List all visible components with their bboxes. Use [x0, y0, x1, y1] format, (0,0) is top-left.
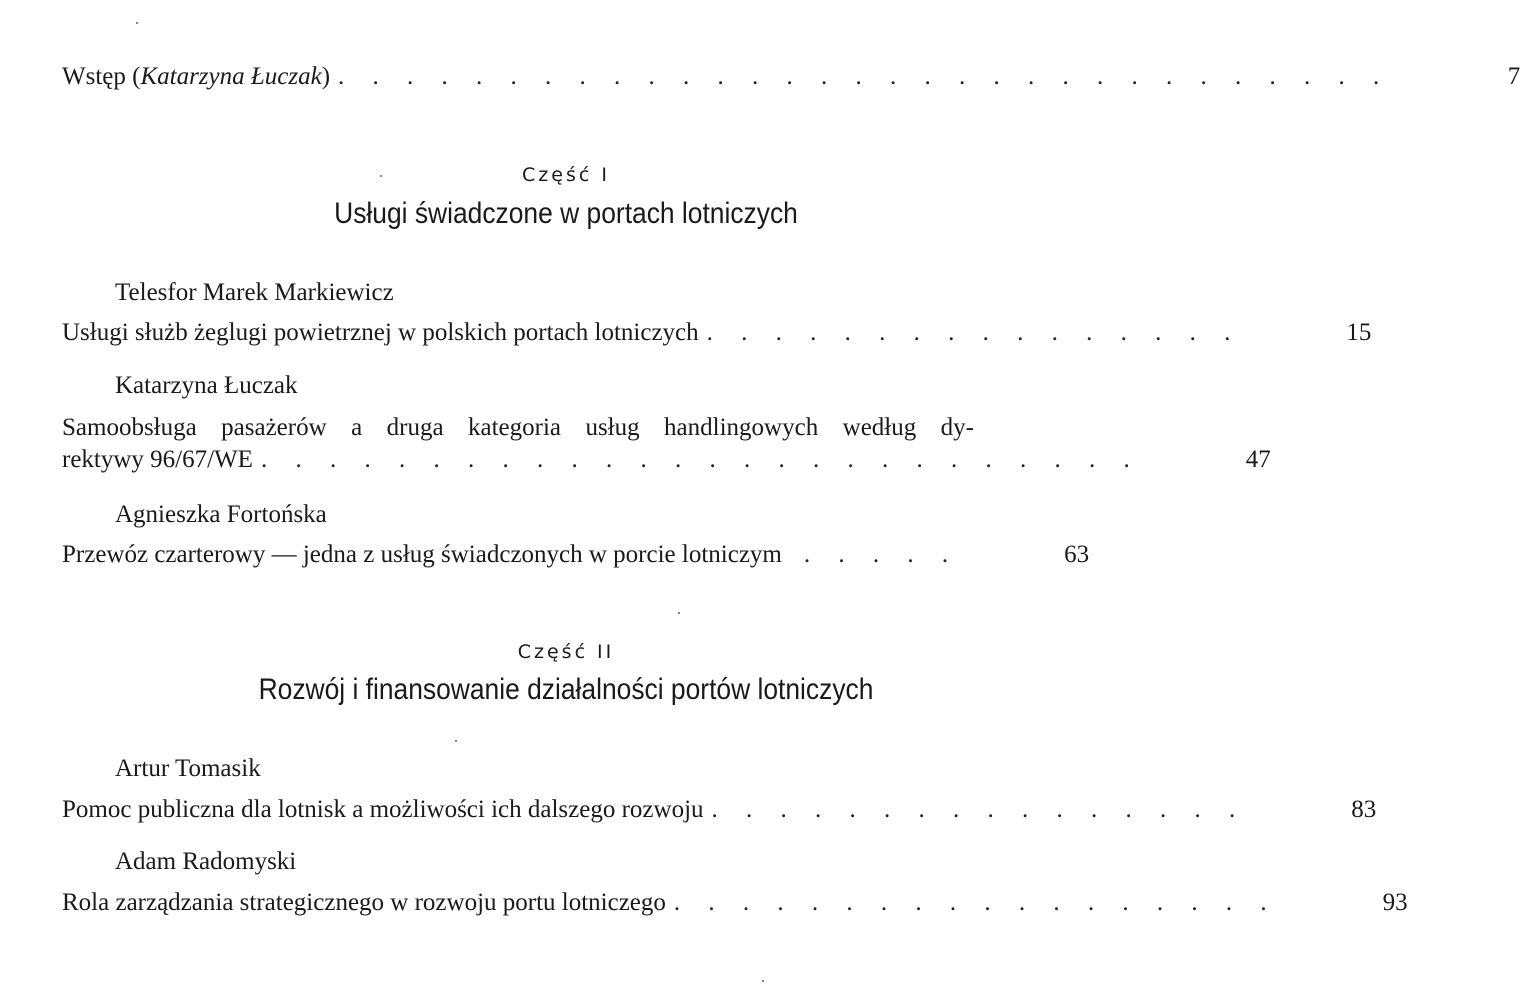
toc-entry-title-line-1[interactable]: Samoobsługa pasażerów a druga kategoria usług handlingowych według dy- [62, 414, 974, 441]
toc-entry-title-line-2: rektywy 96/67/WE [62, 446, 253, 473]
toc-entry-title: Usługi służb żeglugi powietrznej w polskich portach lotniczych [62, 319, 699, 346]
toc-entry-page: 93 [1382, 889, 1408, 916]
part-1-title: Usługi świadczone w portach lotniczych [334, 197, 798, 230]
scan-speck [136, 22, 138, 24]
part-2-label: Część II [517, 641, 615, 663]
dot-leader: . . . . . . . . . . . . . . . . [706, 319, 1242, 346]
toc-entry-title: Przewóz czarterowy — jedna z usług świadczonych w porcie lotniczym [62, 541, 782, 568]
toc-entry[interactable] [62, 795, 1377, 825]
toc-entry-title: Pomoc publiczna dla lotnisk a możliwości ich dalszego rozwoju [62, 796, 704, 823]
toc-intro-author: Katarzyna Łuczak [140, 63, 322, 90]
dot-leader: . . . . . . . . . . . . . . . . . . [673, 889, 1278, 916]
scan-speck [678, 612, 680, 614]
toc-entry-page: 63 [1064, 541, 1090, 568]
toc-entry[interactable] [62, 888, 1408, 918]
toc-intro-page: 7 [1507, 63, 1520, 90]
dot-leader: . . . . . . . . . . . . . . . . . . . . . . . . . . [260, 446, 1141, 473]
toc-entry[interactable] [62, 445, 1271, 475]
scan-speck [455, 740, 457, 742]
toc-entry-author: Artur Tomasik [115, 755, 261, 782]
toc-entry[interactable] [62, 318, 1372, 348]
dot-leader: . . . . . . . . . . . . . . . . [711, 796, 1247, 823]
part-2-title: Rozwój i finansowanie działalności portów lotniczych [258, 673, 874, 706]
toc-intro-entry[interactable] [62, 62, 1520, 92]
dot-leader: . . . . . . . . . . . . . . . . . . . . . . . . . . . . . . . [338, 63, 1391, 90]
toc-intro-title: Wstęp (Katarzyna Łuczak) [62, 63, 331, 90]
dot-leader: . . . . . [803, 541, 960, 568]
scan-speck [380, 175, 382, 177]
toc-entry-page: 83 [1351, 796, 1377, 823]
toc-entry-page: 47 [1245, 446, 1271, 473]
toc-entry-author: Agnieszka Fortońska [115, 501, 327, 528]
toc-entry-page: 15 [1346, 319, 1372, 346]
part-1-label: Część I [522, 164, 610, 186]
toc-entry-author: Adam Radomyski [115, 848, 297, 875]
toc-entry-author: Katarzyna Łuczak [115, 372, 298, 399]
toc-entry[interactable] [62, 540, 1090, 570]
scan-speck [762, 980, 764, 982]
toc-entry-author: Telesfor Marek Markiewicz [115, 279, 394, 306]
toc-entry-title: Rola zarządzania strategicznego w rozwoju portu lotniczego [62, 889, 666, 916]
